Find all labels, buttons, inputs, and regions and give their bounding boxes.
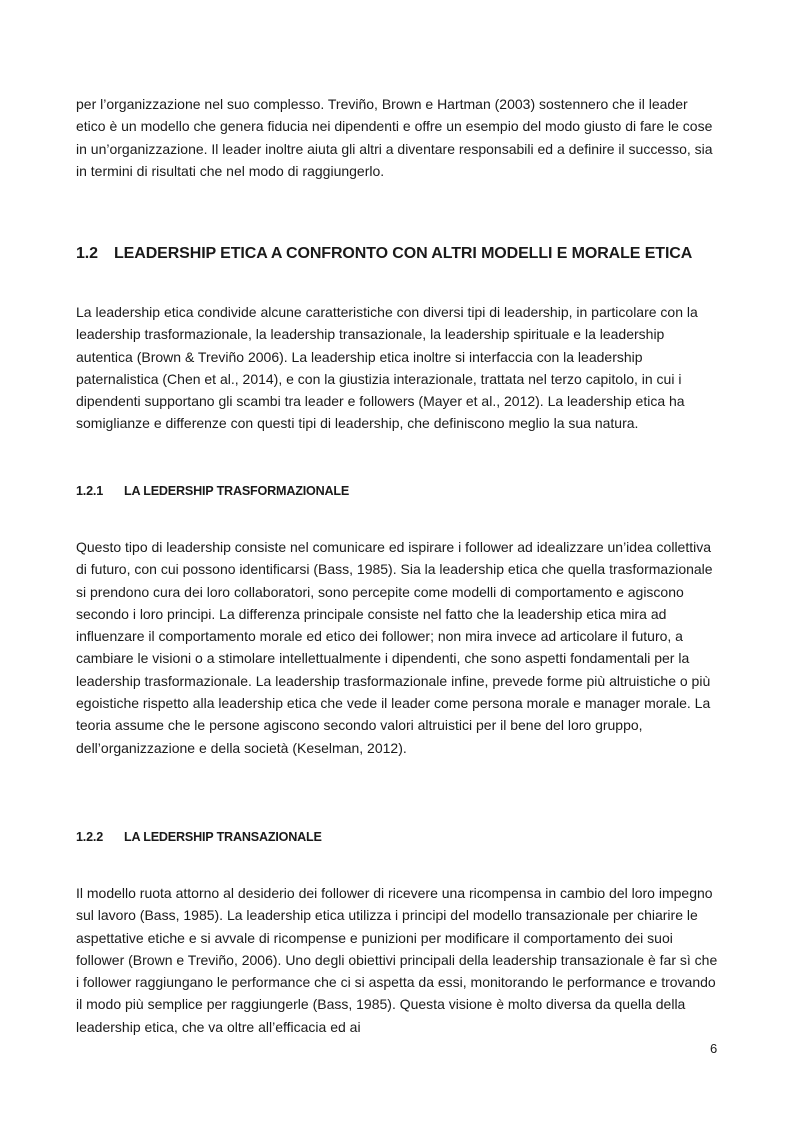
paragraph-intro-continuation: per l’organizzazione nel suo complesso. Treviño, Brown e Hartman (2003) sostennero che il leader etico è un modello che genera fiducia nei dipendenti e offre un esempio del modo giusto di fare le cose in un’organizzazione. Il leader inoltre aiuta gli altri a diventare responsabili ed a definire il successo, sia in termini di risultati che nel modo di raggiungerlo. <box>76 96 713 179</box>
page-number: 6 <box>710 1041 718 1056</box>
paragraph-ethical-leadership-comparison: La leadership etica condivide alcune caratteristiche con diversi tipi di leadership, in particolare con la leadership trasformazionale, la leadership transazionale, la leadership spirituale e la leadership autentica (Brown & Treviño 2006). La leadership etica inoltre si interfaccia con la leadership paternalistica (Chen et al., 2014), e con la giustizia interazionale, trattata nel terzo capitolo, in cui i dipendenti supportano gli scambi tra leader e followers (Mayer et al., 2012). La leadership etica ha somiglianze e differenze con questi tipi di leadership, che definiscono meglio la sua natura. <box>76 304 698 432</box>
subsection-number: 1.2.2 <box>76 830 104 844</box>
paragraph-transactional-leadership: Il modello ruota attorno al desiderio dei follower di ricevere una ricompensa in cambio del loro impegno sul lavoro (Bass, 1985). La leadership etica utilizza i principi del modello transazionale per chiarire le aspettative etiche e si avvale di ricompense e punizioni per modificare il comportamento dei suoi follower (Brown e Treviño, 2006). Uno degli obiettivi principali della leadership transazionale è far sì che i follower raggiungano le performance che ci si aspetta da essi, monitorando le performance e trovando il modo più semplice per raggiungerle (Bass, 1985). Questa visione è molto diversa da quella della leadership etica, che va oltre all’efficacia ed ai <box>76 885 718 1035</box>
paragraph-transformational-leadership: Questo tipo di leadership consiste nel comunicare ed ispirare i follower ad idealizzare un’idea collettiva di futuro, con cui possono identificarsi (Bass, 1985). Sia la leadership etica che quella trasformazionale si prendono cura dei loro collaboratori, sono percepite come modelli di comportamento e agiscono secondo i loro principi. La differenza principale consiste nel fatto che la leadership etica mira ad influenzare il comportamento morale ed etico dei follower; non mira invece ad articolare il futuro, a cambiare le visioni o a stimolare intellettualmente i dipendenti, che sono aspetti fondamentali per la leadership trasformazionale. La leadership trasformazionale infine, prevede forme più altruistiche o più egoistiche rispetto alla leadership etica che vede il leader come persona morale e manager morale. La teoria assume che le persone agiscono secondo valori altruistici per il bene del loro gruppo, dell’organizzazione e della società (Keselman, 2012). <box>76 539 713 756</box>
section-number: 1.2 <box>76 245 98 262</box>
section-title: LEADERSHIP ETICA A CONFRONTO CON ALTRI MODELLI E MORALE ETICA <box>114 245 693 262</box>
section-heading-1-2 <box>76 245 692 263</box>
subsection-title: LA LEDERSHIP TRANSAZIONALE <box>124 830 322 844</box>
subsection-title: LA LEDERSHIP TRASFORMAZIONALE <box>124 484 350 498</box>
subsection-heading-1-2-2 <box>76 830 322 844</box>
subsection-heading-1-2-1 <box>76 484 349 498</box>
subsection-number: 1.2.1 <box>76 484 104 498</box>
